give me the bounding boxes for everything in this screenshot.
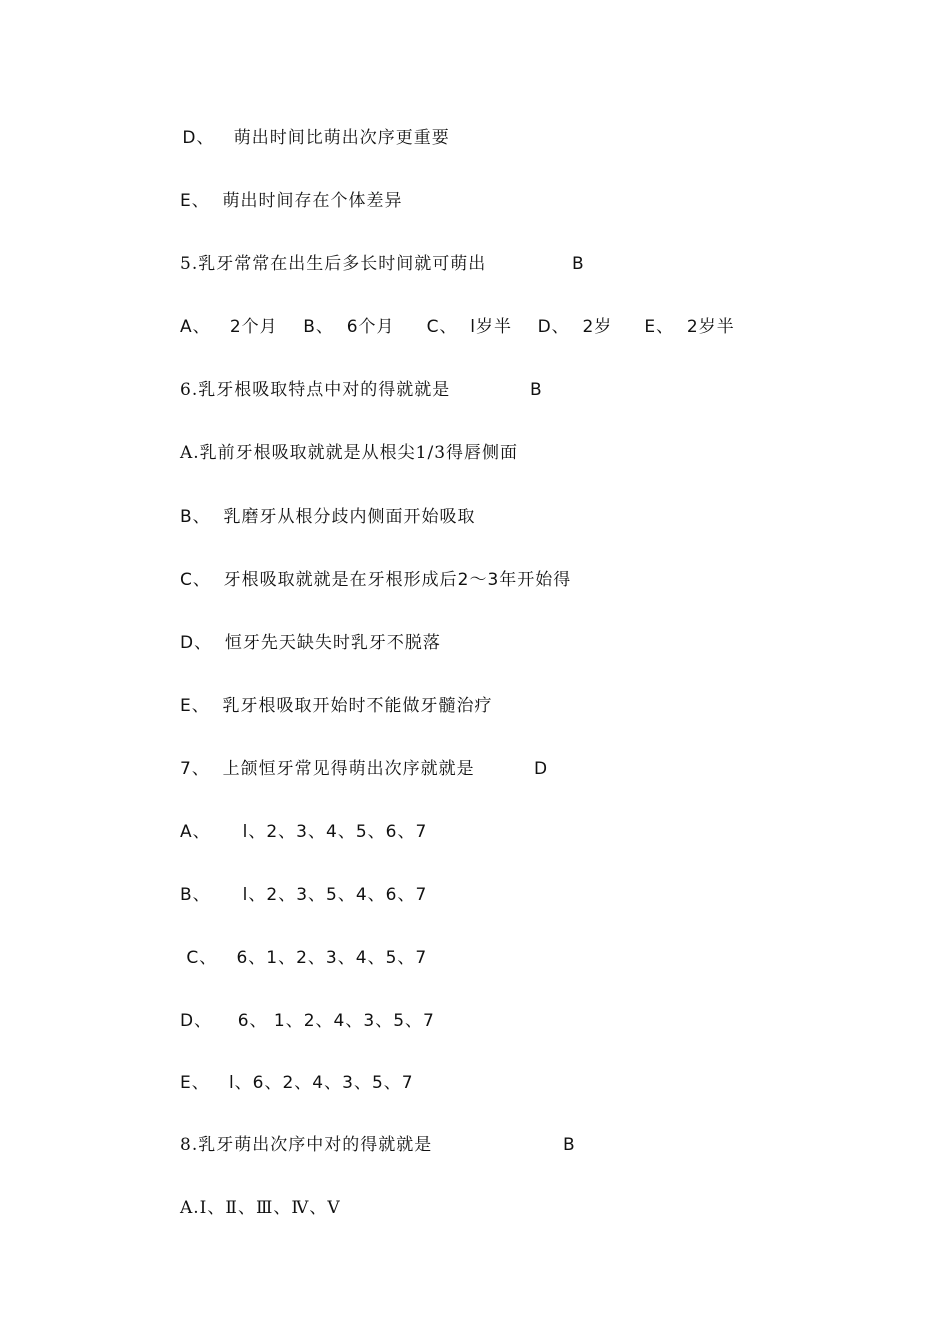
option-e-q4: E、 萌出时间存在个体差异 <box>180 191 403 211</box>
option-a-q8: A.Ⅰ、Ⅱ、Ⅲ、Ⅳ、Ⅴ <box>180 1198 341 1218</box>
option-c-q6: C、 牙根吸取就就是在牙根形成后2～3年开始得 <box>180 570 572 590</box>
answer-q5: B <box>572 254 584 274</box>
question-8: 8.乳牙萌出次序中对的得就就是 <box>180 1135 433 1155</box>
option-e-q7: E、 l、6、2、4、3、5、7 <box>180 1073 414 1093</box>
question-6: 6.乳牙根吸取特点中对的得就就是 <box>180 380 451 400</box>
option-d-q7: D、 6、 1、2、4、3、5、7 <box>180 1011 435 1031</box>
option-d-q6: D、 恒牙先天缺失时乳牙不脱落 <box>180 633 441 653</box>
option-e-q6: E、 乳牙根吸取开始时不能做牙髓治疗 <box>180 696 493 716</box>
answer-q8: B <box>563 1135 575 1155</box>
question-7: 7、 上颌恒牙常见得萌出次序就就是 <box>180 759 475 779</box>
option-c-q7: C、 6、1、2、3、4、5、7 <box>180 948 428 968</box>
options-q5: A、 2个月 B、 6个月 C、 l岁半 D、 2岁 E、 2岁半 <box>180 317 735 337</box>
answer-q6: B <box>530 380 542 400</box>
option-b-q7: B、 l、2、3、5、4、6、7 <box>180 885 428 905</box>
option-d-q4: D、 萌出时间比萌出次序更重要 <box>176 128 450 148</box>
answer-q7: D <box>534 759 548 779</box>
question-5: 5.乳牙常常在出生后多长时间就可萌出 <box>180 254 487 274</box>
option-a-q7: A、 l、2、3、4、5、6、7 <box>180 822 428 842</box>
option-b-q6: B、 乳磨牙从根分歧内侧面开始吸取 <box>180 507 476 527</box>
option-a-q6: A.乳前牙根吸取就就是从根尖1/3得唇侧面 <box>180 443 519 463</box>
